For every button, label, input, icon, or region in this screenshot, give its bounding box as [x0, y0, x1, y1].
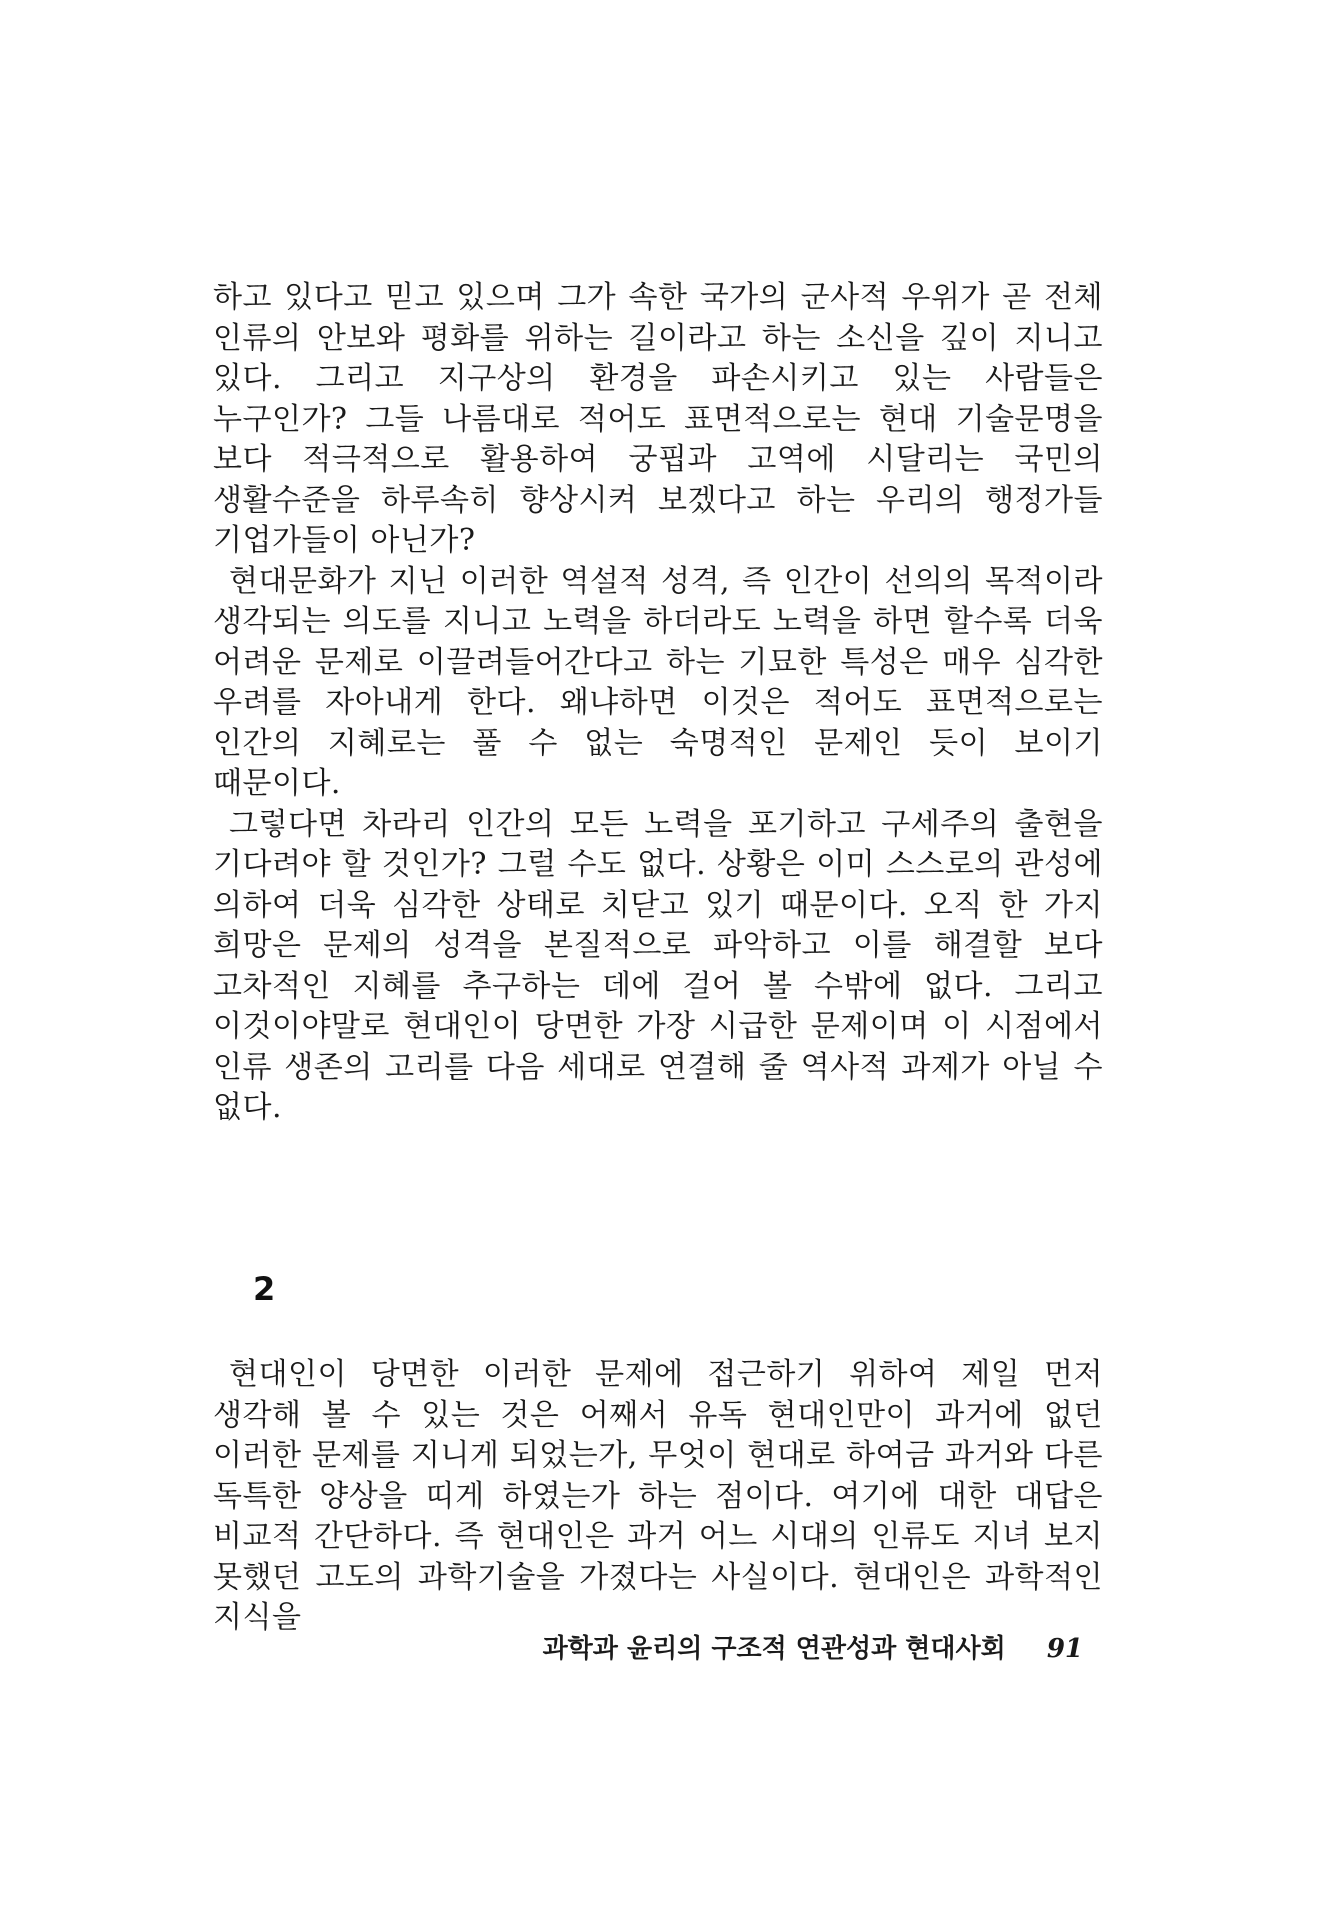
paragraph: 현대문화가 지닌 이러한 역설적 성격, 즉 인간이 선의의 목적이라 생각되는 의도를 지니고 노력을 하더라도 노력을 하면 할수록 더욱 어려운 문제로 이끌려들어간다고 하는 기묘한 특성은 매우 심각한 우려를 자아내게 한다. 왜냐하면 이것은 적어도 표면적으로는 인간의 지혜로는 풀 수 없는 숙명적인 문제인 듯이 보이기 때문이다.	[213, 563, 1103, 801]
section-1-body	[213, 278, 1103, 1129]
page-footer	[543, 1628, 1083, 1665]
section-number: 2	[253, 1270, 276, 1308]
running-title: 과학과 윤리의 구조적 연관성과 현대사회	[542, 1634, 1006, 1664]
section-2-body	[213, 1355, 1103, 1639]
paragraph: 현대인이 당면한 이러한 문제에 접근하기 위하여 제일 먼저 생각해 볼 수 있는 것은 어째서 유독 현대인만이 과거에 없던 이러한 문제를 지니게 되었는가, 무엇이 현대로 하여금 과거와 다른 독특한 양상을 띠게 하였는가 하는 점이다. 여기에 대한 대답은 비교적 간단하다. 즉 현대인은 과거 어느 시대의 인류도 지녀 보지 못했던 고도의 과학기술을 가졌다는 사실이다. 현대인은 과학적인 지식을	[213, 1357, 1103, 1635]
paragraph: 하고 있다고 믿고 있으며 그가 속한 국가의 군사적 우위가 곧 전체 인류의 안보와 평화를 위하는 길이라고 하는 소신을 깊이 지니고 있다. 그리고 지구상의 환경을 파손시키고 있는 사람들은 누구인가? 그들 나름대로 적어도 표면적으로는 현대 기술문명을 보다 적극적으로 활용하여 궁핍과 고역에 시달리는 국민의 생활수준을 하루속히 향상시켜 보겠다고 하는 우리의 행정가들 기업가들이 아닌가?	[213, 280, 1103, 558]
page-number: 91	[1046, 1634, 1083, 1664]
paragraph: 그렇다면 차라리 인간의 모든 노력을 포기하고 구세주의 출현을 기다려야 할 것인가? 그럴 수도 없다. 상황은 이미 스스로의 관성에 의하여 더욱 심각한 상태로 치닫고 있기 때문이다. 오직 한 가지 희망은 문제의 성격을 본질적으로 파악하고 이를 해결할 보다 고차적인 지혜를 추구하는 데에 걸어 볼 수밖에 없다. 그리고 이것이야말로 현대인이 당면한 가장 시급한 문제이며 이 시점에서 인류 생존의 고리를 다음 세대로 연결해 줄 역사적 과제가 아닐 수 없다.	[213, 806, 1103, 1125]
